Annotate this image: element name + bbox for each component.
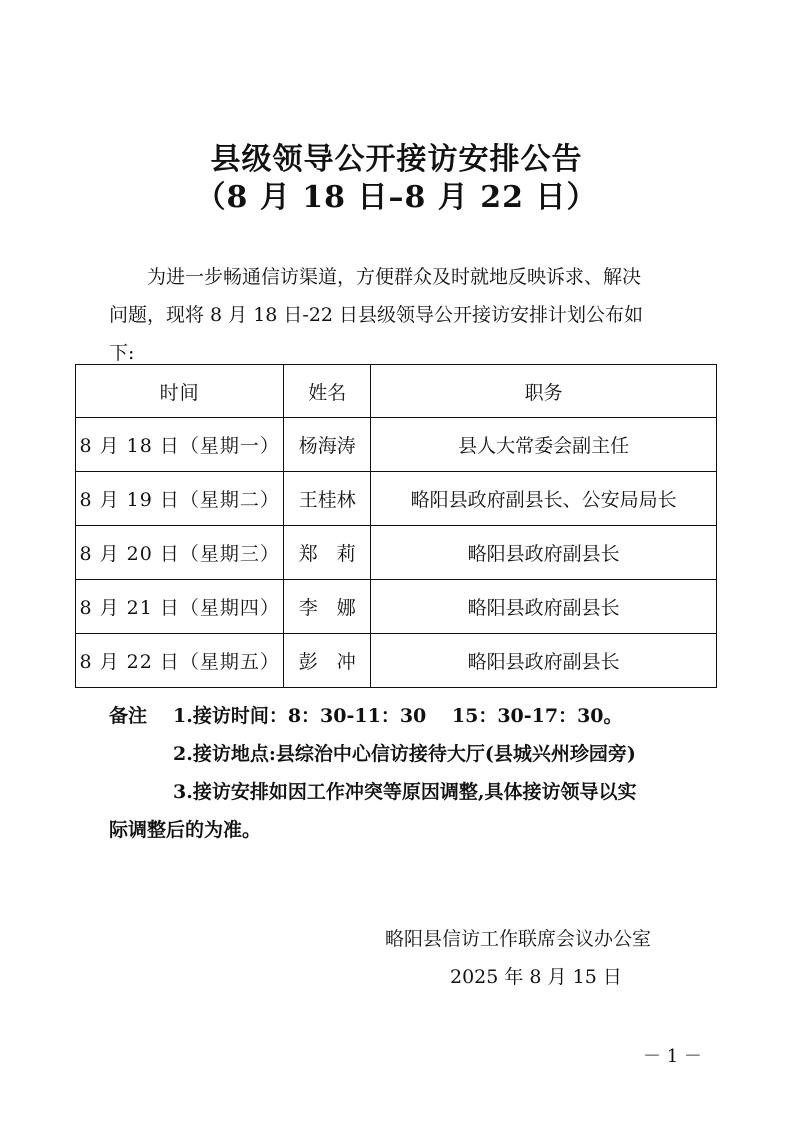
note-adjustment-cont: 际调整后的为准。 [109,819,262,841]
row-position: 县人大常委会副主任 [371,418,717,472]
row-position: 略阳县政府副县长、公安局局长 [371,472,717,526]
table-row [76,526,717,580]
table-row [76,418,717,472]
notes-section [109,697,709,849]
row-date: 8 月 22 日（星期五） [76,634,284,688]
row-name: 杨海涛 [284,418,371,472]
document-subtitle-dates: （8 月 18 日–8 月 22 日） [195,180,598,215]
intro-paragraph [109,258,699,372]
header-name: 姓名 [284,365,371,418]
table-row [76,472,717,526]
row-date: 8 月 21 日（星期四） [76,580,284,634]
intro-line-1: 为进一步畅通信访渠道，方便群众及时就地反映诉求、解决 [147,266,642,288]
row-name: 李 娜 [284,580,371,634]
row-date: 8 月 20 日（星期三） [76,526,284,580]
document-title: 县级领导公开接访安排公告 [210,142,583,177]
intro-line-3: 下: [109,342,135,364]
row-position: 略阳县政府副县长 [371,526,717,580]
row-position: 略阳县政府副县长 [371,580,717,634]
table-row [76,580,717,634]
table-row [76,634,717,688]
row-name: 王桂林 [284,472,371,526]
page-number: － 1 － [643,1046,702,1067]
note-reception-time: 1.接访时间：8：30-11：30 15：30-17：30。 [173,705,623,727]
notes-label: 备注 [109,705,148,727]
note-reception-location: 2.接访地点:县综治中心信访接待大厅(县城兴州珍园旁) [173,743,636,765]
intro-line-2: 问题，现将 8 月 18 日-22 日县级领导公开接访安排计划公布如 [109,304,644,326]
row-date: 8 月 19 日（星期二） [76,472,284,526]
header-position: 职务 [371,365,717,418]
issuing-office: 略阳县信访工作联席会议办公室 [385,928,652,950]
header-time: 时间 [76,365,284,418]
row-position: 略阳县政府副县长 [371,634,717,688]
notes-line-1 [109,697,709,735]
row-name: 彭 冲 [284,634,371,688]
reception-schedule-table [75,364,717,688]
row-name: 郑 莉 [284,526,371,580]
issue-date: 2025 年 8 月 15 日 [450,966,622,988]
note-adjustment: 3.接访安排如因工作冲突等原因调整,具体接访领导以实 [173,781,637,803]
row-date: 8 月 18 日（星期一） [76,418,284,472]
table-header-row [76,365,717,418]
